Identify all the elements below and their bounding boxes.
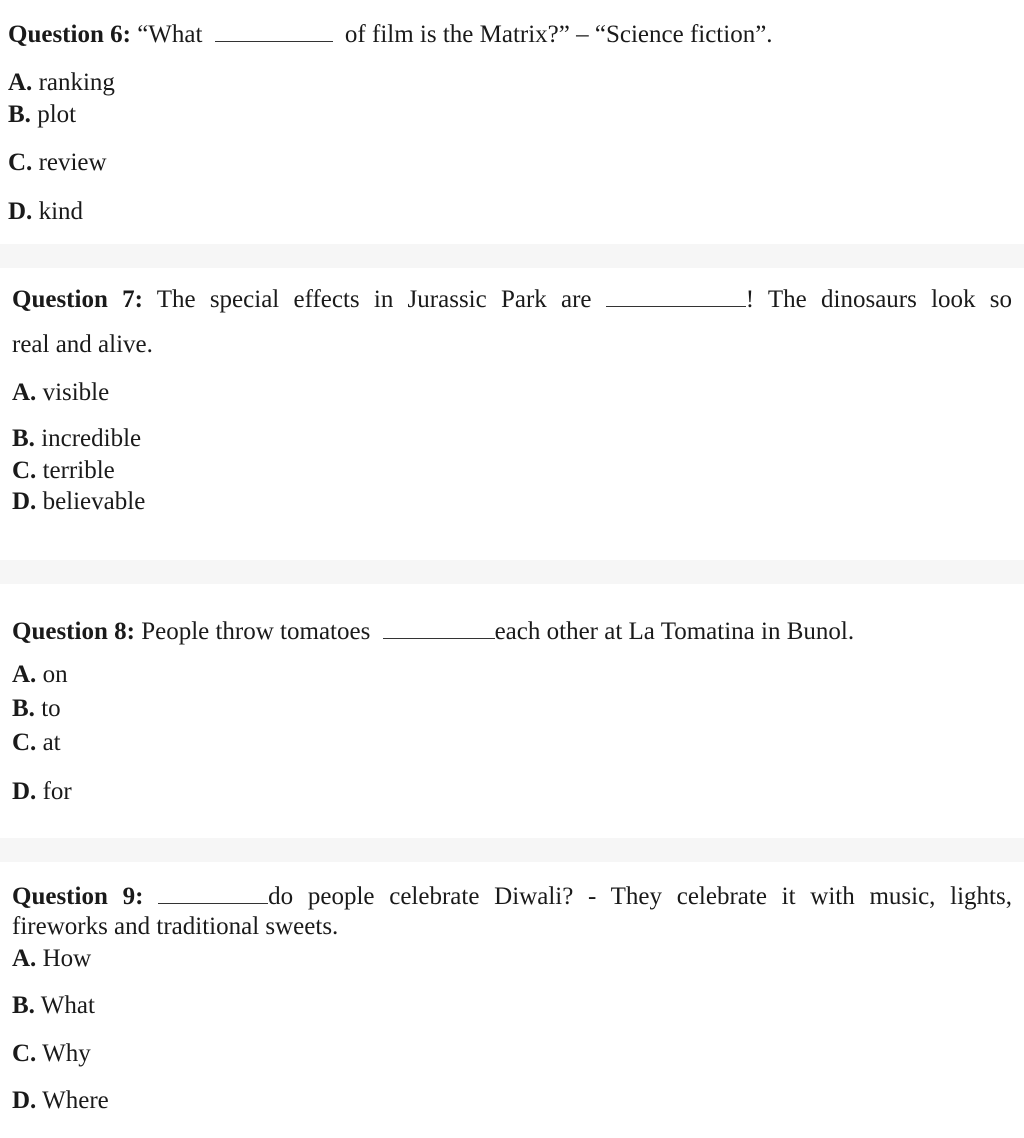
question-text-after: each other at La Tomatina in Bunol. (494, 618, 855, 645)
question-stem (12, 616, 854, 647)
option-text: How (42, 945, 92, 972)
section-divider (0, 560, 1024, 584)
option-b[interactable] (12, 424, 141, 454)
option-letter: D. (12, 1087, 37, 1114)
option-letter: C. (12, 457, 37, 484)
option-b[interactable] (12, 694, 61, 724)
option-text: review (38, 149, 107, 176)
answer-blank[interactable] (383, 616, 495, 639)
option-a[interactable] (12, 660, 68, 690)
option-text: What (40, 992, 95, 1019)
question-text-before: The special effects in Jurassic Park are (156, 286, 592, 313)
option-text: visible (42, 379, 110, 406)
question-label: Question 8: (12, 618, 135, 645)
question-label: Question 9: (12, 883, 144, 910)
question-text-after: ! The dinosaurs look so (745, 286, 1012, 313)
option-text: to (41, 695, 61, 722)
question-text-after: of film is the Matrix?” – “Science fiction”. (344, 21, 773, 48)
option-letter: A. (12, 661, 37, 688)
question-text-before: People throw tomatoes (141, 618, 371, 645)
option-text: for (42, 778, 72, 805)
option-text: terrible (42, 457, 115, 484)
option-c[interactable] (12, 456, 115, 486)
question-stem-continuation: fireworks and traditional sweets. (12, 913, 339, 940)
option-a[interactable] (12, 378, 109, 408)
option-letter: B. (12, 992, 35, 1019)
option-text: plot (37, 101, 77, 128)
option-text: Why (42, 1040, 91, 1067)
question-stem (12, 284, 1012, 315)
option-letter: C. (8, 149, 33, 176)
option-c[interactable] (8, 148, 107, 178)
option-d[interactable] (12, 487, 145, 517)
option-letter: D. (12, 778, 37, 805)
option-letter: A. (12, 379, 37, 406)
option-letter: B. (12, 695, 35, 722)
option-letter: A. (8, 69, 33, 96)
option-text: ranking (38, 69, 115, 96)
option-letter: B. (8, 101, 31, 128)
option-b[interactable] (12, 991, 95, 1021)
option-letter: A. (12, 945, 37, 972)
option-c[interactable] (12, 1039, 91, 1069)
answer-blank[interactable] (215, 19, 333, 42)
option-text: at (42, 729, 61, 756)
option-text: Where (42, 1087, 109, 1114)
option-b[interactable] (8, 100, 76, 130)
answer-blank[interactable] (158, 881, 268, 904)
option-text: incredible (41, 425, 142, 452)
option-text: believable (42, 488, 146, 515)
option-d[interactable] (12, 777, 72, 807)
question-stem-continuation: real and alive. (12, 331, 153, 358)
option-c[interactable] (12, 728, 61, 758)
option-text: on (42, 661, 68, 688)
option-letter: D. (12, 488, 37, 515)
option-d[interactable] (8, 197, 83, 227)
option-a[interactable] (8, 68, 115, 98)
question-label: Question 7: (12, 286, 143, 313)
option-letter: B. (12, 425, 35, 452)
option-a[interactable] (12, 944, 91, 974)
section-divider (0, 244, 1024, 268)
question-text-before: “What (137, 21, 203, 48)
option-letter: C. (12, 1040, 37, 1067)
option-text: kind (38, 198, 84, 225)
section-divider (0, 838, 1024, 862)
option-d[interactable] (12, 1086, 109, 1116)
question-label: Question 6: (8, 21, 131, 48)
answer-blank[interactable] (606, 284, 746, 307)
option-letter: D. (8, 198, 33, 225)
question-text-after: do people celebrate Diwali? - They celebrate it with music, lights, (268, 883, 1012, 910)
question-stem (12, 881, 1012, 912)
question-stem (8, 19, 773, 50)
option-letter: C. (12, 729, 37, 756)
